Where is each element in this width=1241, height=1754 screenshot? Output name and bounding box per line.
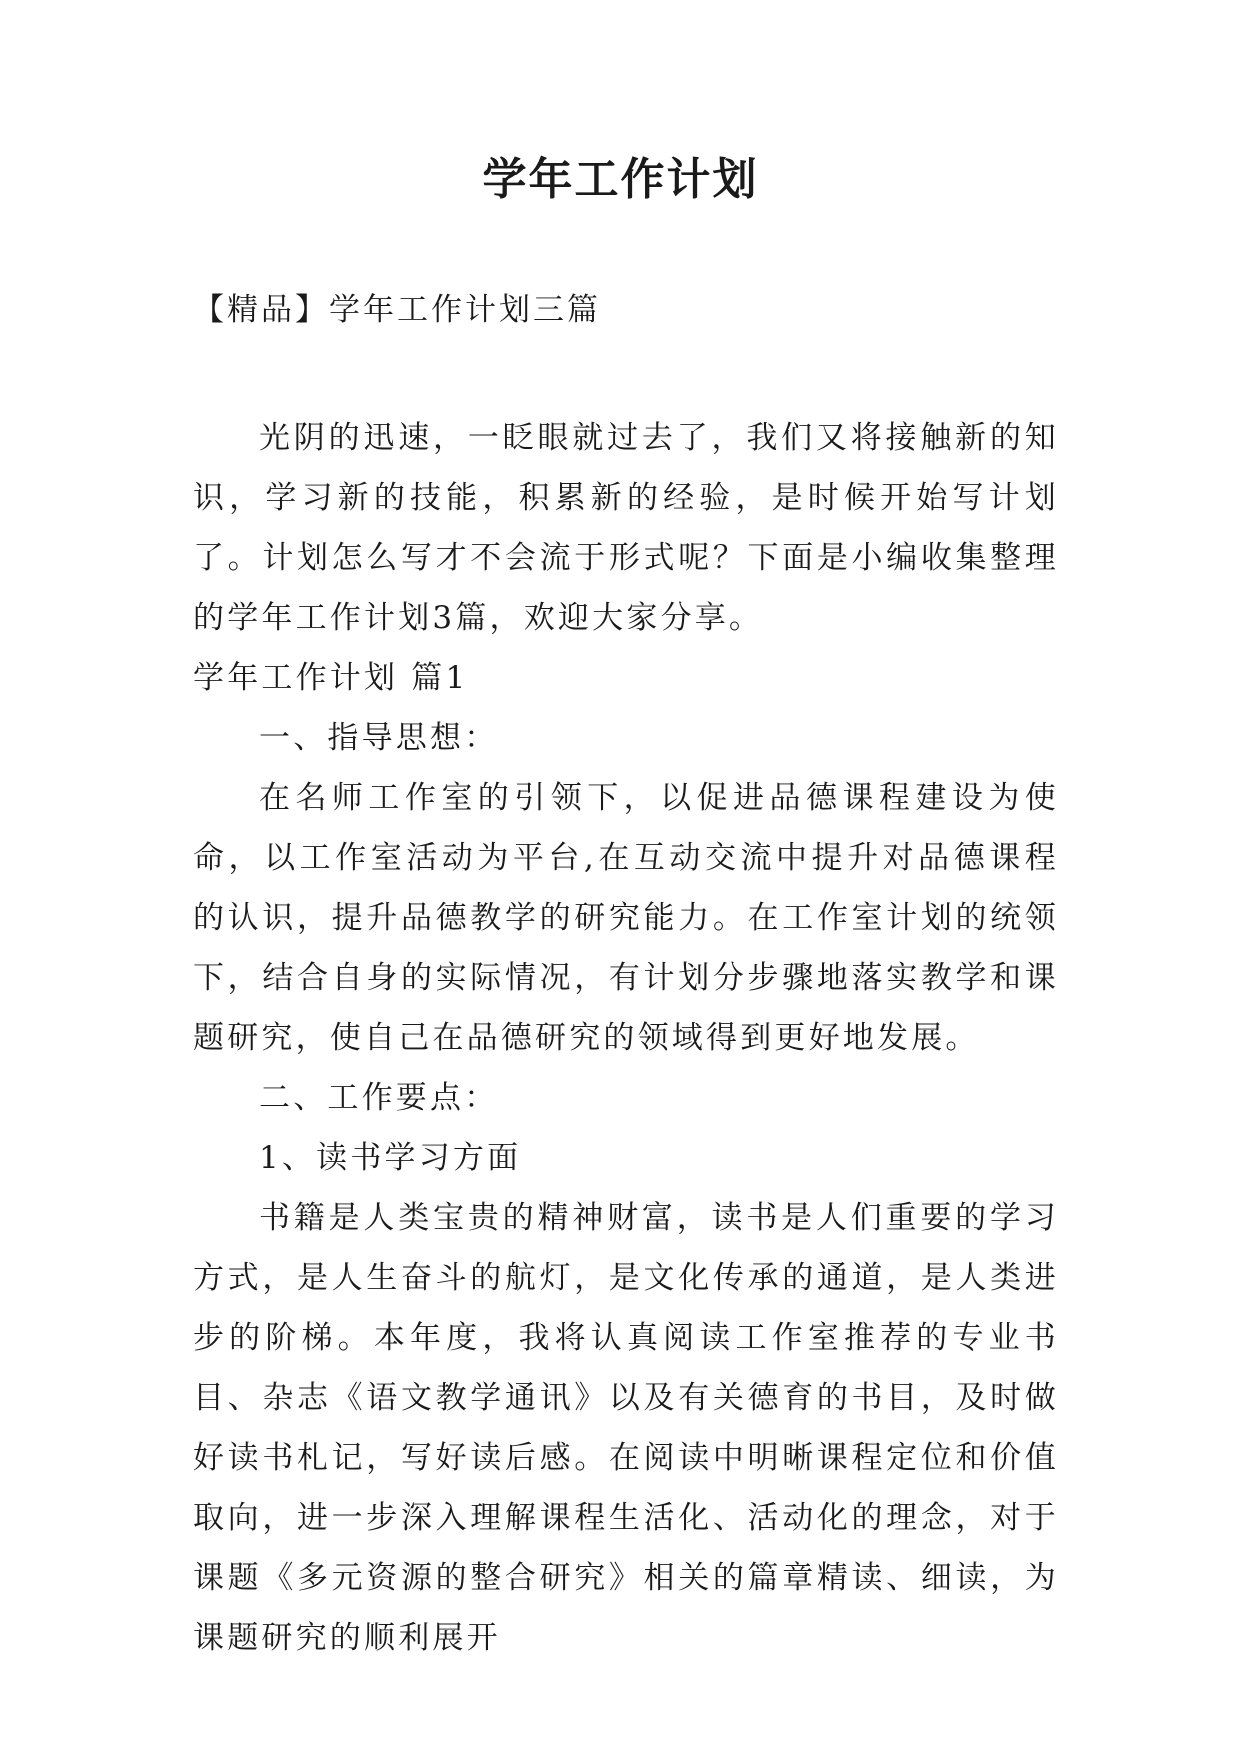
intro-paragraph: 光阴的迅速，一眨眼就过去了，我们又将接触新的知识，学习新的技能，积累新的经验，是时候开始写计划了。计划怎么写才不会流于形式呢？下面是小编收集整理的学年工作计划3篇，欢迎大家分享。	[193, 420, 1059, 636]
document-body	[193, 408, 1059, 1668]
subheading-work-points: 二、工作要点：	[259, 1080, 499, 1116]
document-title: 学年工作计划	[482, 154, 759, 205]
document-subtitle: 【精品】学年工作计划三篇	[193, 292, 601, 328]
section-heading: 学年工作计划 篇1	[193, 660, 469, 696]
subheading-reading: 1、读书学习方面	[259, 1140, 522, 1176]
paragraph-guiding-ideology: 在名师工作室的引领下，以促进品德课程建设为使命，以工作室活动为平台,在互动交流中提升对品德课程的认识，提升品德教学的研究能力。在工作室计划的统领下，结合自身的实际情况，有计划分步骤地落实教学和课题研究，使自己在品德研究的领域得到更好地发展。	[193, 780, 1059, 1056]
subheading-guiding-ideology: 一、指导思想：	[259, 720, 499, 756]
paragraph-reading: 书籍是人类宝贵的精神财富，读书是人们重要的学习方式，是人生奋斗的航灯，是文化传承的通道，是人类进步的阶梯。本年度，我将认真阅读工作室推荐的专业书目、杂志《语文教学通讯》以及有关德育的书目，及时做好读书札记，写好读后感。在阅读中明晰课程定位和价值取向，进一步深入理解课程生活化、活动化的理念，对于课题《多元资源的整合研究》相关的篇章精读、细读，为课题研究的顺利展开	[193, 1200, 1059, 1656]
